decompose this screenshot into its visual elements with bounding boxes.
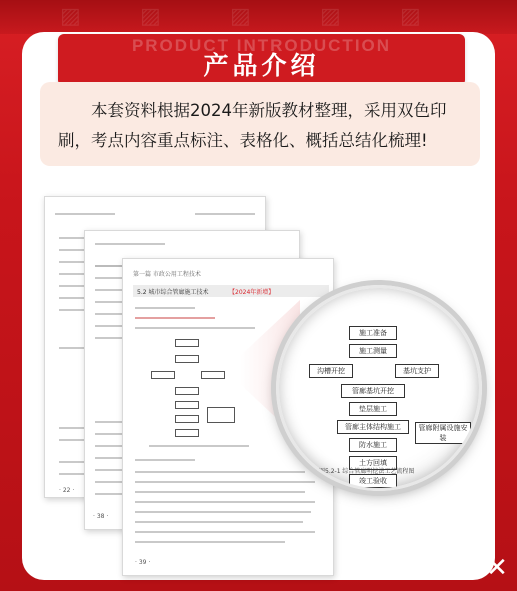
- flow-box: 施工测量: [349, 344, 397, 358]
- flow-box: [207, 407, 235, 423]
- page-title: 产品介绍: [203, 51, 320, 80]
- flow-box: [175, 387, 199, 395]
- text-line: [95, 481, 125, 483]
- flow-box: [175, 429, 199, 437]
- text-line: [95, 469, 125, 471]
- flow-box: 垫层施工: [349, 402, 397, 416]
- text-line: [95, 433, 125, 435]
- text-line: [95, 265, 125, 267]
- text-line: [135, 327, 255, 329]
- flow-box: 竣工验收: [349, 474, 397, 488]
- text-line: [95, 457, 125, 459]
- flow-box: [175, 355, 199, 363]
- text-line: [95, 421, 125, 423]
- text-line: [95, 289, 125, 291]
- flow-box: 管廊附属设施安装: [415, 422, 471, 444]
- flow-box: 施工准备: [349, 326, 397, 340]
- decor-glyph: ▨: [320, 4, 341, 29]
- text-line: [95, 313, 125, 315]
- text-line: [95, 493, 125, 495]
- text-line: [55, 213, 115, 215]
- flow-box: 管廊基坑开挖: [341, 384, 405, 398]
- new-content-tag: 【2024年新增】: [229, 289, 275, 296]
- text-line: [95, 277, 125, 279]
- text-line: [135, 541, 285, 543]
- text-line: [135, 307, 195, 309]
- page-number: · 38 ·: [93, 513, 109, 520]
- text-line: [95, 325, 125, 327]
- text-line: [135, 491, 305, 493]
- text-line: [135, 521, 303, 523]
- text-line: [149, 445, 249, 447]
- decor-glyph: ▨: [60, 4, 81, 29]
- text-line: [95, 243, 165, 245]
- flow-box: [175, 339, 199, 347]
- page-header-text: 第一篇 市政公用工程技术: [133, 271, 201, 278]
- page-number: · 39 ·: [135, 559, 151, 566]
- text-line: [135, 531, 315, 533]
- decor-glyph: ▨: [140, 4, 161, 29]
- decor-glyph: ▨: [230, 4, 251, 29]
- text-line: [135, 317, 215, 319]
- decor-glyph: ▨: [400, 4, 421, 29]
- text-line: [135, 459, 195, 461]
- page-number: · 22 ·: [59, 487, 75, 494]
- text-line: [95, 301, 125, 303]
- flow-box: [151, 371, 175, 379]
- flow-box: 土方回填: [349, 456, 397, 470]
- flow-box: 管廊主体结构施工: [337, 420, 409, 434]
- section-heading: 5.2 城市综合管廊施工技术: [137, 289, 209, 296]
- text-line: [135, 501, 315, 503]
- flow-box: 基坑支护: [395, 364, 439, 378]
- flow-box: [201, 371, 225, 379]
- flow-box: 沟槽开挖: [309, 364, 353, 378]
- text-line: [135, 511, 311, 513]
- text-line: [95, 337, 125, 339]
- header-ghost-title: PRODUCT INTRODUCTION: [131, 36, 392, 55]
- text-line: [95, 445, 125, 447]
- close-icon[interactable]: ✕: [486, 553, 508, 583]
- text-line: [195, 213, 255, 215]
- flow-box: 防水施工: [349, 438, 397, 452]
- magnifier-lens: [276, 285, 482, 491]
- flow-box: [175, 415, 199, 423]
- magnified-flowchart: [279, 288, 482, 491]
- figure-caption: 图5.2-1 综合管廊明挖法工艺流程图: [319, 468, 415, 475]
- flow-box: [175, 401, 199, 409]
- intro-text: 本套资料根据2024年新版教材整理，采用双色印刷，考点内容重点标注、表格化、概括总结化梳理!: [58, 101, 447, 150]
